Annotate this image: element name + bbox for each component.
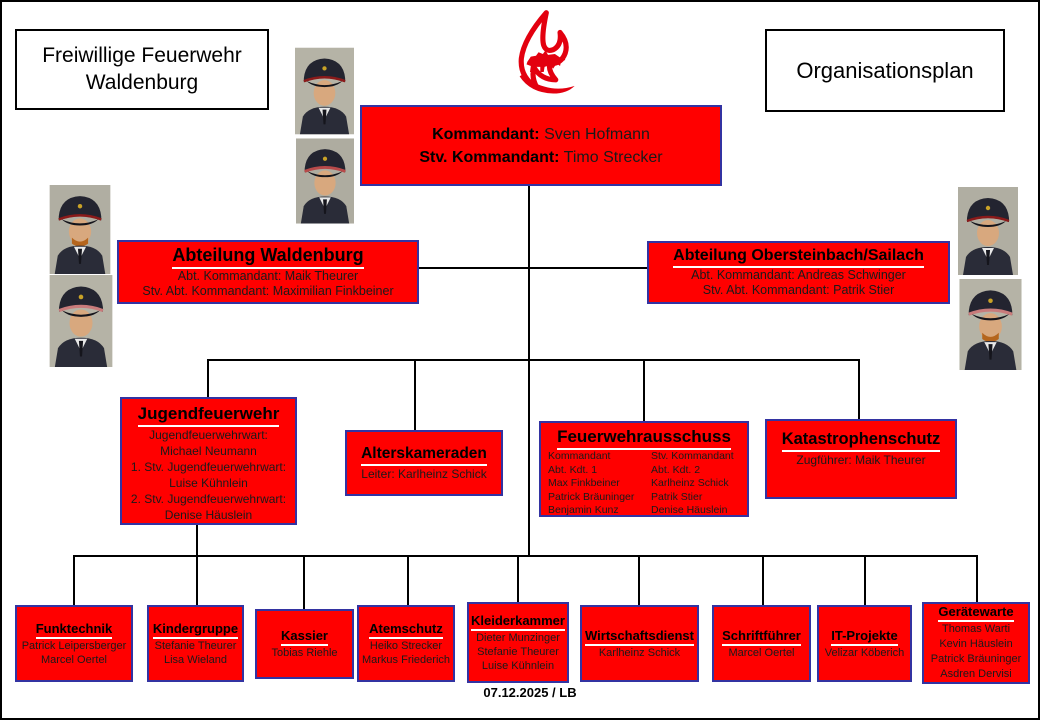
abteilung-obersteinbach-line2: Stv. Abt. Kommandant: Patrik Stier [702,283,895,297]
kommandant-box [360,105,722,186]
abteilung-waldenburg-line2: Stv. Abt. Kommandant: Maximilian Finkbeiner [142,284,394,298]
connector-drop-it-projekte [864,555,866,610]
abteilung-obersteinbach-title: Abteilung Obersteinbach/Sailach [673,247,924,268]
ausschuss-member: Abt. Kdt. 1 [548,463,598,476]
ausschuss-member: Benjamin Kunz [548,504,619,516]
feuerwehrausschuss-right-column [644,450,747,518]
abteilung-waldenburg-line1: Abt. Kommandant: Maik Theurer [177,269,359,283]
portrait-photo-top-2 [296,137,354,225]
org-name-line2: Waldenburg [85,70,199,94]
jugendfeuerwehr-line: Denise Häuslein [164,508,253,522]
plan-title-box [765,29,1005,112]
kindergruppe-title: Kindergruppe [153,621,238,639]
kommandant-label: Kommandant: [432,125,540,143]
jugendfeuerwehr-line: 2. Stv. Jugendfeuerwehrwart: [130,492,287,506]
connector-drop-jugendfeuerwehr [207,359,209,399]
stv-kommandant-label: Stv. Kommandant: [419,148,560,166]
connector-drop-funktechnik [73,555,75,610]
connector-jugendfeuerwehr-to-kindergruppe [196,525,198,610]
member-name: Stefanie Theurer [477,645,559,658]
schriftfuehrer-title: Schriftführer [722,628,801,646]
alterskameraden-title: Alterskameraden [361,445,487,466]
it-projekte-box [817,605,912,682]
org-name-box [15,29,269,110]
geraetewarte-box [922,602,1030,684]
connector-drop-wirtschaftsdienst [638,555,640,610]
member-name: Asdren Dervisi [940,668,1012,680]
abteilung-obersteinbach-line1: Abt. Kommandant: Andreas Schwinger [691,268,906,282]
ausschuss-member: Patrik Stier [651,490,703,503]
kassier-title: Kassier [281,628,328,646]
jugendfeuerwehr-line: Michael Neumann [160,444,257,458]
kleiderkammer-title: Kleiderkammer [471,613,565,631]
feuerwehrausschuss-left-column [541,450,644,518]
member-name: Stefanie Theurer [154,639,237,652]
feuerwehr-flame-lion-logo-icon [499,10,585,98]
connector-drop-kassier [303,555,305,613]
connector-drop-geraetewarte [976,555,978,607]
member-name: Kevin Häuslein [939,638,1013,650]
plan-title: Organisationsplan [796,57,974,83]
kommandant-name: Sven Hofmann [544,125,650,143]
feuerwehrausschuss-box [539,421,749,517]
portrait-photo-right-1 [953,187,1023,275]
member-name: Karlheinz Schick [598,646,681,659]
member-name: Dieter Munzinger [476,631,560,644]
org-name-line1: Freiwillige Feuerwehr [42,44,242,68]
geraetewarte-title: Gerätewarte [938,604,1013,622]
stv-kommandant-line [419,146,662,169]
kleiderkammer-box [467,602,569,683]
abteilung-waldenburg-box [117,240,419,304]
portrait-photo-left-1 [45,185,115,274]
jugendfeuerwehr-line: 1. Stv. Jugendfeuerwehrwart: [130,460,287,474]
jugendfeuerwehr-title: Jugendfeuerwehr [138,404,280,427]
jugendfeuerwehr-line: Jugendfeuerwehrwart: [149,428,268,442]
connector-drop-atemschutz [407,555,409,610]
funktechnik-title: Funktechnik [36,621,113,639]
connector-spine-vertical [528,186,530,557]
kindergruppe-box [147,605,244,682]
stv-kommandant-name: Timo Strecker [563,148,663,166]
connector-drop-alterskameraden [414,359,416,432]
kommandant-line [432,123,650,146]
ausschuss-member: Abt. Kdt. 2 [651,463,701,476]
ausschuss-member: Kommandant [548,450,611,462]
member-name: Tobias Riehle [271,647,338,659]
atemschutz-box [357,605,455,682]
portrait-photo-right-2 [957,279,1024,370]
member-name: Marcel Oertel [40,653,108,666]
alterskameraden-box [345,430,503,496]
member-name: Heiko Strecker [369,639,443,652]
connector-drop-kleiderkammer [517,555,519,607]
abteilung-waldenburg-title: Abteilung Waldenburg [172,245,363,269]
member-name: Velizar Köberich [824,646,905,659]
portrait-photo-left-2 [47,275,115,367]
connector-drop-schriftfuehrer [762,555,764,610]
katastrophenschutz-box [765,419,957,499]
connector-middle-horizontal [207,359,860,361]
member-name: Luise Kühnlein [481,659,555,672]
funktechnik-box [15,605,133,682]
alterskameraden-leader: Leiter: Karlheinz Schick [361,467,487,481]
it-projekte-title: IT-Projekte [831,628,897,646]
member-name: Lisa Wieland [164,653,227,666]
portrait-photo-top-1 [295,47,354,135]
katastrophenschutz-leader: Zugführer: Maik Theurer [796,453,926,467]
jugendfeuerwehr-line: Luise Kühnlein [169,476,248,490]
member-name: Patrick Leipersberger [21,639,127,652]
ausschuss-member: Karlheinz Schick [651,477,729,489]
member-name: Marcel Oertel [728,646,795,659]
kassier-box [255,609,354,679]
wirtschaftsdienst-box [580,605,699,682]
ausschuss-member: Max Finkbeiner [548,477,620,489]
schriftfuehrer-box [712,605,811,682]
connector-drop-feuerwehrausschuss [643,359,645,423]
feuerwehrausschuss-title: Feuerwehrausschuss [557,427,731,450]
connector-drop-katastrophenschutz [858,359,860,421]
katastrophenschutz-title: Katastrophenschutz [782,430,941,452]
ausschuss-member: Denise Häuslein [651,504,728,516]
atemschutz-title: Atemschutz [369,621,443,639]
member-name: Patrick Bräuninger [930,653,1022,665]
ausschuss-member: Stv. Kommandant [651,450,734,462]
connector-abteilung-horizontal [419,267,650,269]
wirtschaftsdienst-title: Wirtschaftsdienst [585,628,694,646]
abteilung-obersteinbach-box [647,241,950,304]
connector-bottom-horizontal [73,555,978,557]
member-name: Thomas Warti [941,623,1011,635]
member-name: Markus Friederich [361,653,451,666]
ausschuss-member: Patrick Bräuninger [548,490,635,503]
jugendfeuerwehr-box [120,397,297,525]
feuerwehrausschuss-columns [541,450,747,518]
footer-date: 07.12.2025 / LB [483,685,577,700]
